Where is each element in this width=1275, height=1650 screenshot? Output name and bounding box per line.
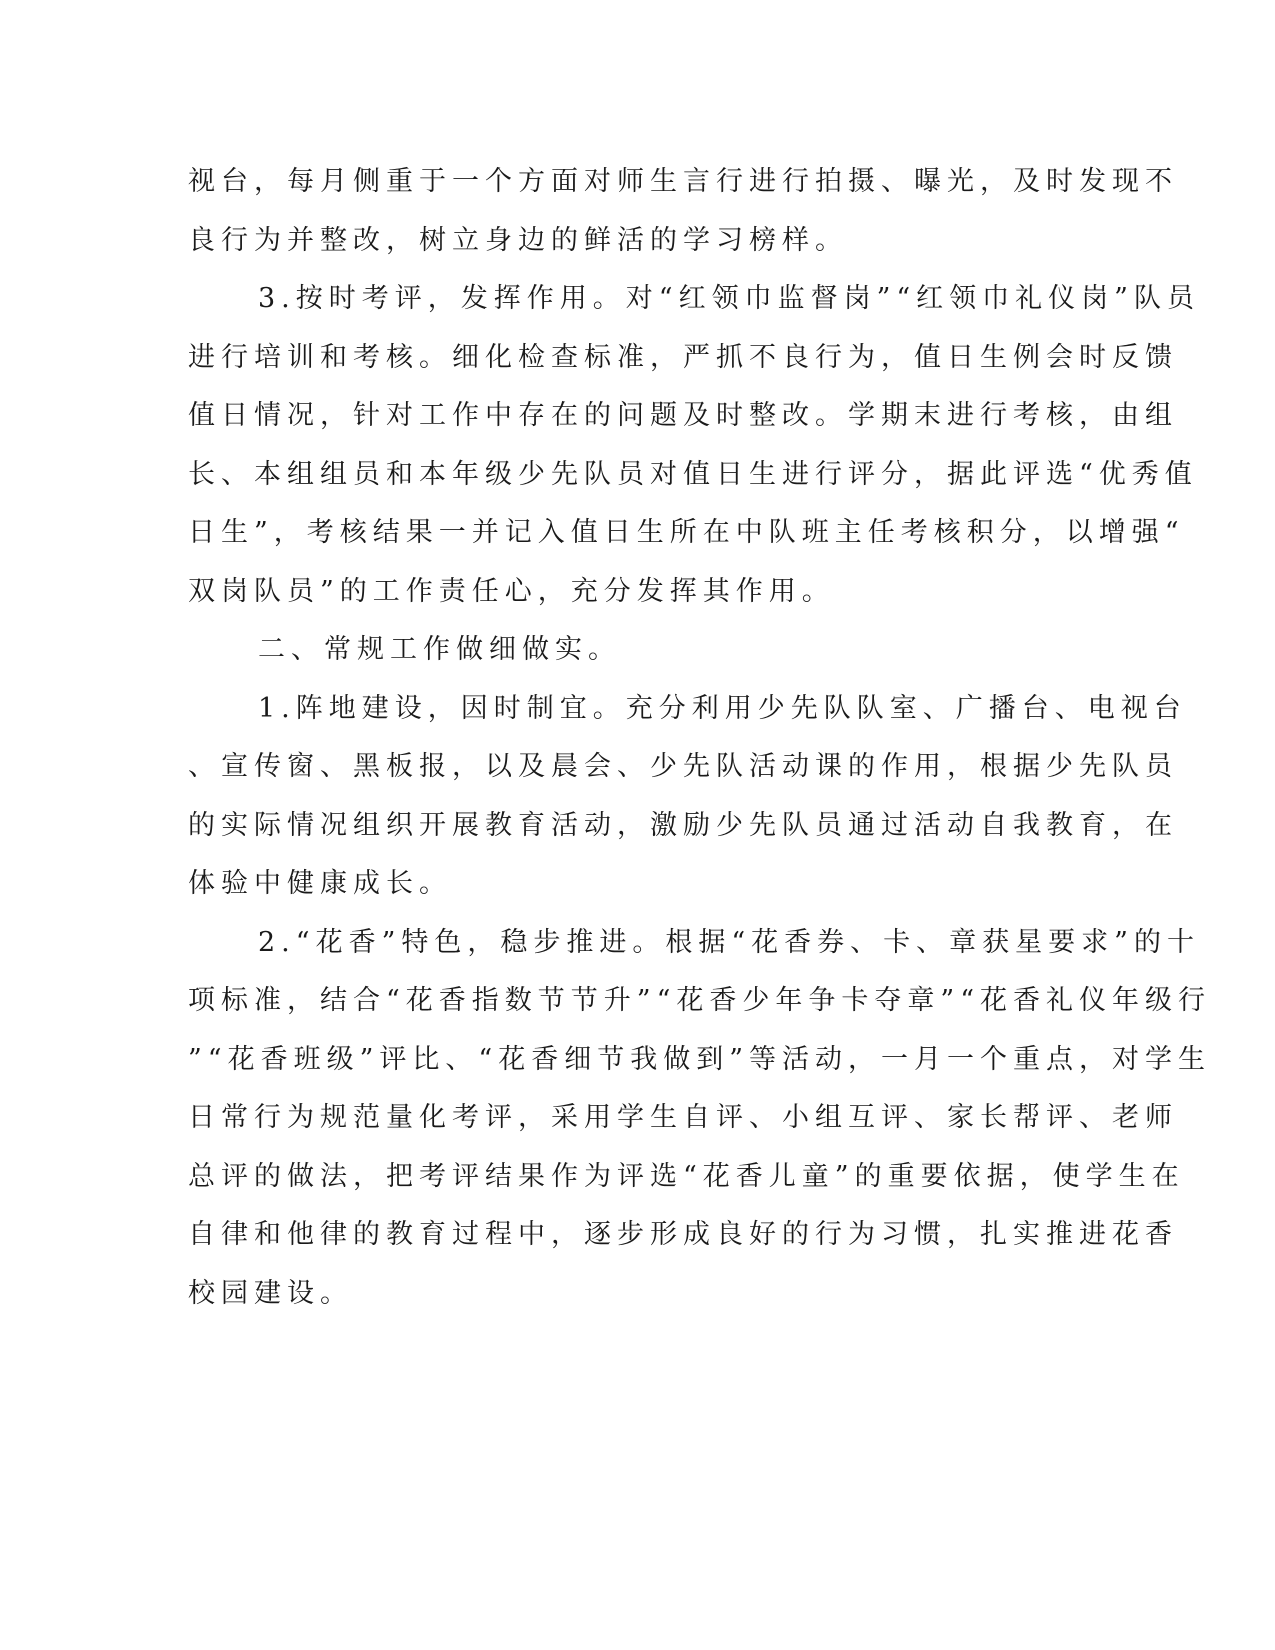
text-line-13: 体验中健康成长。 xyxy=(188,868,452,899)
text-line-17: 日常行为规范量化考评，采用学生自评、小组互评、家长帮评、老师 xyxy=(188,1102,1178,1133)
text-line-12: 的实际情况组织开展教育活动，激励少先队员通过活动自我教育，在 xyxy=(188,810,1178,841)
text-line-16: ”“花香班级”评比、“花香细节我做到”等活动，一月一个重点，对学生 xyxy=(188,1044,1212,1075)
text-line-14: 2.“花香”特色，稳步推进。根据“花香券、卡、章获星要求”的十 xyxy=(258,927,1200,958)
text-line-5: 值日情况，针对工作中存在的问题及时整改。学期末进行考核，由组 xyxy=(188,400,1178,431)
text-line-10: 1.阵地建设，因时制宜。充分利用少先队队室、广播台、电视台 xyxy=(258,693,1187,724)
text-line-7: 日生”，考核结果一并记入值日生所在中队班主任考核积分，以增强“ xyxy=(188,517,1185,548)
text-line-19: 自律和他律的教育过程中，逐步形成良好的行为习惯，扎实推进花香 xyxy=(188,1219,1178,1250)
text-line-2: 良行为并整改，树立身边的鲜活的学习榜样。 xyxy=(188,225,848,256)
text-line-15: 项标准，结合“花香指数节节升”“花香少年争卡夺章”“花香礼仪年级行 xyxy=(188,985,1212,1016)
text-line-6: 长、本组组员和本年级少先队员对值日生进行评分，据此评选“优秀值 xyxy=(188,459,1198,490)
text-line-20: 校园建设。 xyxy=(188,1278,353,1309)
text-line-11: 、宣传窗、黑板报，以及晨会、少先队活动课的作用，根据少先队员 xyxy=(188,751,1178,782)
section-heading: 二、常规工作做细做实。 xyxy=(258,634,621,665)
text-line-1: 视台，每月侧重于一个方面对师生言行进行拍摄、曝光，及时发现不 xyxy=(188,166,1178,197)
text-line-8: 双岗队员”的工作责任心，充分发挥其作用。 xyxy=(188,576,835,607)
text-line-4: 进行培训和考核。细化检查标准，严抓不良行为，值日生例会时反馈 xyxy=(188,342,1178,373)
text-line-3: 3.按时考评，发挥作用。对“红领巾监督岗”“红领巾礼仪岗”队员 xyxy=(258,283,1200,314)
text-line-18: 总评的做法，把考评结果作为评选“花香儿童”的重要依据，使学生在 xyxy=(188,1161,1185,1192)
